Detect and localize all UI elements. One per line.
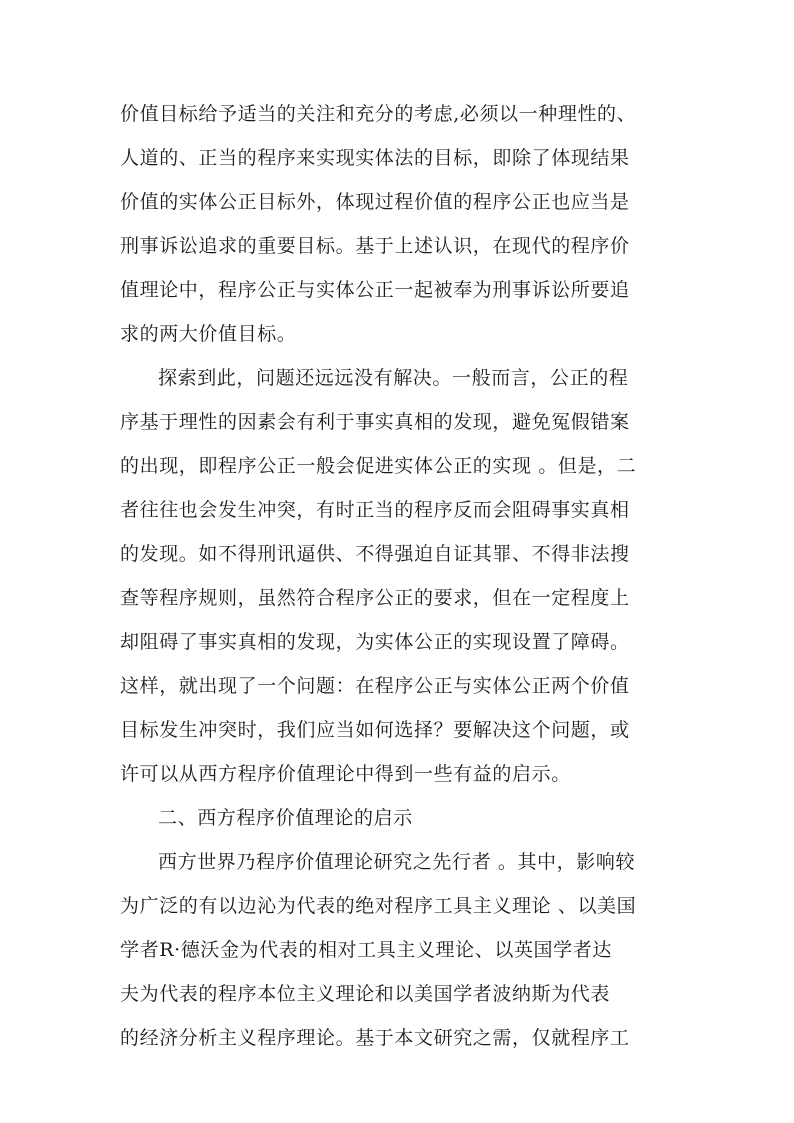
text-line: 西方世界乃程序价值理论研究之先行者 。其中，影响较	[158, 851, 636, 873]
text-line: 学者R·德沃金为代表的相对工具主义理论、以英国学者达	[120, 939, 612, 961]
text-line: 夫为代表的程序本位主义理论和以美国学者波纳斯为代表	[120, 983, 611, 1005]
text-line: 探索到此，问题还远远没有解决。一般而言，公正的程	[158, 367, 629, 389]
text-line: 求的两大价值目标。	[120, 323, 297, 345]
text-line: 刑事诉讼追求的重要目标。基于上述认识，在现代的程序价	[120, 235, 630, 257]
text-line: 这样，就出现了一个问题：在程序公正与实体公正两个价值	[120, 675, 630, 697]
text-line: 的发现。如不得刑讯逼供、不得强迫自证其罪、不得非法搜	[120, 543, 630, 565]
text-line: 人道的、正当的程序来实现实体法的目标，即除了体现结果	[120, 147, 630, 169]
text-line: 查等程序规则，虽然符合程序公正的要求，但在一定程度上	[120, 587, 630, 609]
text-line: 价值目标给予适当的关注和充分的考虑,必须以一种理性的、	[120, 103, 637, 125]
text-line: 值理论中，程序公正与实体公正一起被奉为刑事诉讼所要追	[120, 279, 630, 301]
text-line: 者往往也会发生冲突，有时正当的程序反而会阻碍事实真相	[120, 499, 630, 521]
section-heading: 二、西方程序价值理论的启示	[158, 807, 413, 829]
text-line: 序基于理性的因素会有利于事实真相的发现，避免冤假错案	[120, 411, 630, 433]
text-line: 的经济分析主义程序理论。基于本文研究之需，仅就程序工	[120, 1027, 630, 1049]
text-line: 为广泛的有以边沁为代表的绝对程序工具主义理论 、以美国	[120, 895, 637, 917]
text-line: 的出现，即程序公正一般会促进实体公正的实现 。但是，二	[120, 455, 637, 477]
text-line: 却阻碍了事实真相的发现，为实体公正的实现设置了障碍。	[120, 631, 630, 653]
text-line: 目标发生冲突时，我们应当如何选择？要解决这个问题，或	[120, 719, 630, 741]
text-line: 许可以从西方程序价值理论中得到一些有益的启示。	[120, 763, 571, 785]
text-line: 价值的实体公正目标外，体现过程价值的程序公正也应当是	[120, 191, 630, 213]
